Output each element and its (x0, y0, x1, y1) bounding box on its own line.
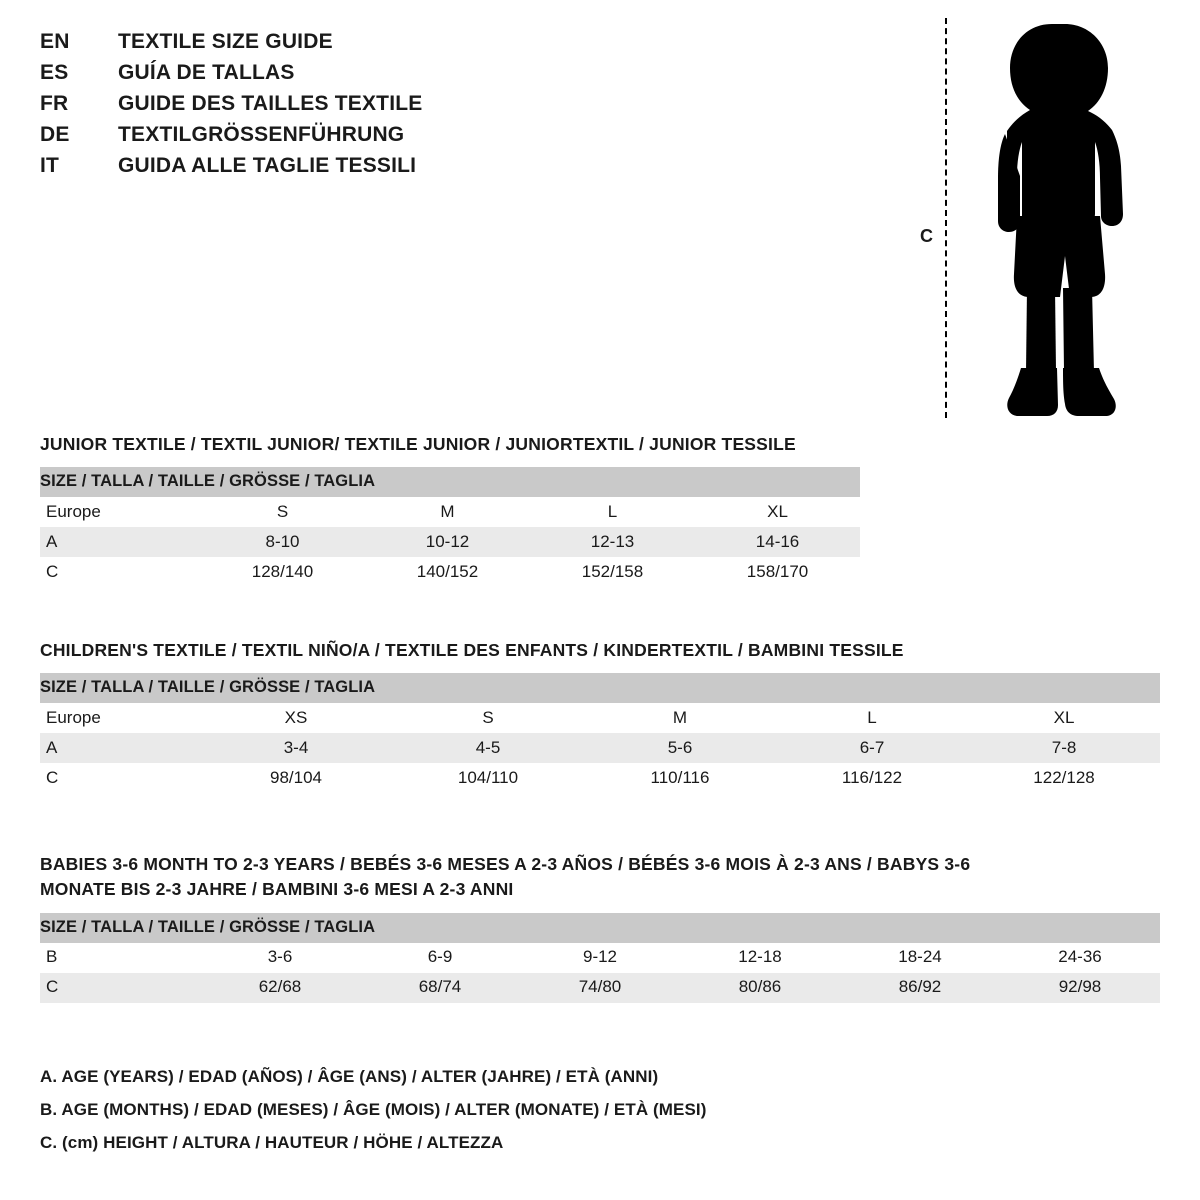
row-label: C (40, 973, 200, 1003)
section-junior (40, 432, 1160, 587)
cell: S (392, 703, 584, 733)
footnote-height: C. (cm) HEIGHT / ALTURA / HAUTEUR / HÖHE / ALTEZZA (40, 1133, 504, 1152)
cell: 62/68 (200, 973, 360, 1003)
table-band-label: SIZE / TALLA / TAILLE / GRÖSSE / TAGLIA (40, 913, 1160, 943)
cell: 80/86 (680, 973, 840, 1003)
language-row (40, 154, 600, 185)
cell: 104/110 (392, 763, 584, 793)
row-label: C (40, 763, 200, 793)
cell: L (776, 703, 968, 733)
cell: L (530, 497, 695, 527)
cell: 6-7 (776, 733, 968, 763)
height-measure-line (945, 18, 947, 418)
cell: 98/104 (200, 763, 392, 793)
cell: 158/170 (695, 557, 860, 587)
language-title: TEXTILGRÖSSENFÜHRUNG (118, 123, 405, 146)
language-row (40, 123, 600, 154)
section-title: JUNIOR TEXTILE / TEXTIL JUNIOR/ TEXTILE JUNIOR / JUNIORTEXTIL / JUNIOR TESSILE (40, 434, 796, 454)
row-label: A (40, 527, 200, 557)
cell: 140/152 (365, 557, 530, 587)
height-figure (900, 8, 1160, 428)
cell: M (584, 703, 776, 733)
table-band-label: SIZE / TALLA / TAILLE / GRÖSSE / TAGLIA (40, 673, 1160, 703)
cell: 3-6 (200, 943, 360, 973)
section-children (40, 638, 1160, 793)
table-band-row (40, 913, 1160, 943)
cell: XL (695, 497, 860, 527)
cell: 152/158 (530, 557, 695, 587)
cell: 18-24 (840, 943, 1000, 973)
cell: 5-6 (584, 733, 776, 763)
child-silhouette-icon (955, 16, 1155, 431)
cell: 110/116 (584, 763, 776, 793)
row-label: B (40, 943, 200, 973)
cell: 4-5 (392, 733, 584, 763)
footnotes (40, 1068, 1160, 1167)
cell: 116/122 (776, 763, 968, 793)
cell: XL (968, 703, 1160, 733)
cell: 68/74 (360, 973, 520, 1003)
table-row (40, 527, 860, 557)
row-label: A (40, 733, 200, 763)
section-babies (40, 852, 1160, 1003)
cell: S (200, 497, 365, 527)
children-size-table (40, 673, 1160, 793)
table-row (40, 733, 1160, 763)
table-row (40, 943, 1160, 973)
table-row (40, 973, 1160, 1003)
cell: M (365, 497, 530, 527)
cell: 12-18 (680, 943, 840, 973)
table-band-row (40, 673, 1160, 703)
cell: 6-9 (360, 943, 520, 973)
table-row (40, 497, 860, 527)
cell: 12-13 (530, 527, 695, 557)
cell: 86/92 (840, 973, 1000, 1003)
cell: 14-16 (695, 527, 860, 557)
row-label: Europe (40, 703, 200, 733)
cell: 7-8 (968, 733, 1160, 763)
language-code: FR (40, 92, 69, 115)
language-row (40, 30, 600, 61)
cell: 24-36 (1000, 943, 1160, 973)
language-code: IT (40, 154, 60, 177)
row-label: Europe (40, 497, 200, 527)
cell: 8-10 (200, 527, 365, 557)
section-title: BABIES 3-6 MONTH TO 2-3 YEARS / BEBÉS 3-6 MESES A 2-3 AÑOS / BÉBÉS 3-6 MOIS À 2-3 ANS / BABYS 3-6 MONATE BIS 2-3 JAHRE / BAMBINI 3-6 MESI A 2-3 ANNI (40, 854, 971, 900)
table-row (40, 763, 1160, 793)
language-title: TEXTILE SIZE GUIDE (118, 30, 333, 53)
cell: 9-12 (520, 943, 680, 973)
cell: 128/140 (200, 557, 365, 587)
footnote-age-months: B. AGE (MONTHS) / EDAD (MESES) / ÂGE (MOIS) / ALTER (MONATE) / ETÀ (MESI) (40, 1100, 707, 1119)
cell: XS (200, 703, 392, 733)
section-title: CHILDREN'S TEXTILE / TEXTIL NIÑO/A / TEXTILE DES ENFANTS / KINDERTEXTIL / BAMBINI TESSILE (40, 640, 904, 660)
cell: 3-4 (200, 733, 392, 763)
row-label: C (40, 557, 200, 587)
language-title: GUIDE DES TAILLES TEXTILE (118, 92, 423, 115)
language-code: EN (40, 30, 70, 53)
language-title: GUÍA DE TALLAS (118, 61, 295, 84)
junior-size-table (40, 467, 860, 587)
cell: 74/80 (520, 973, 680, 1003)
table-band-label: SIZE / TALLA / TAILLE / GRÖSSE / TAGLIA (40, 467, 860, 497)
babies-size-table (40, 913, 1160, 1003)
language-code: DE (40, 123, 70, 146)
table-band-row (40, 467, 860, 497)
cell: 92/98 (1000, 973, 1160, 1003)
cell: 10-12 (365, 527, 530, 557)
table-row (40, 557, 860, 587)
language-code: ES (40, 61, 69, 84)
footnote-age-years: A. AGE (YEARS) / EDAD (AÑOS) / ÂGE (ANS) / ALTER (JAHRE) / ETÀ (ANNI) (40, 1067, 659, 1086)
language-row (40, 92, 600, 123)
height-measure-label: C (920, 226, 933, 246)
table-row (40, 703, 1160, 733)
cell: 122/128 (968, 763, 1160, 793)
language-title: GUIDA ALLE TAGLIE TESSILI (118, 154, 417, 177)
language-row (40, 61, 600, 92)
language-header (40, 30, 600, 185)
